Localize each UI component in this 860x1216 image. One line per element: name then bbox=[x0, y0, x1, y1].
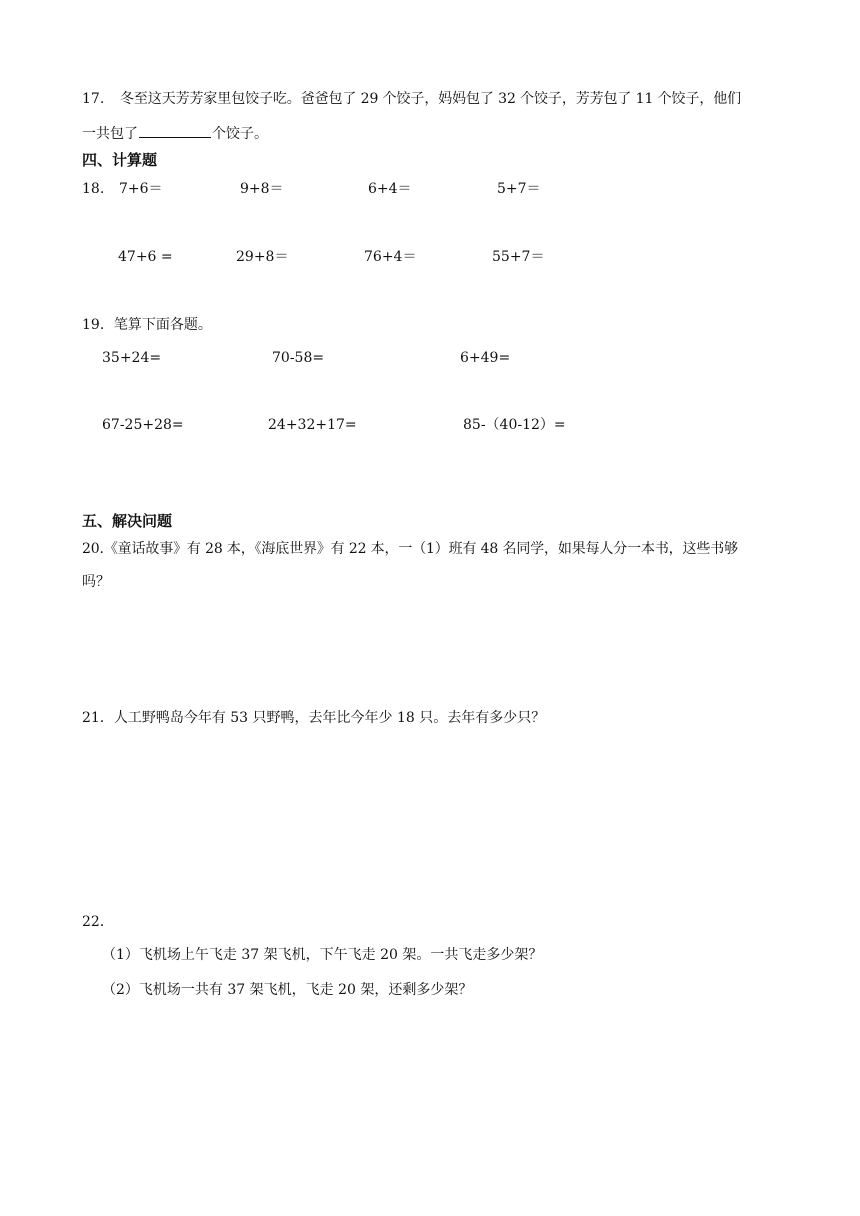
calc-item: 76+4＝ bbox=[364, 249, 417, 265]
question-17-line2 bbox=[82, 125, 268, 141]
calc-item: 29+8＝ bbox=[236, 249, 289, 265]
answer-blank[interactable] bbox=[139, 125, 211, 138]
calc-item: 6+4＝ bbox=[368, 181, 412, 197]
question-22-part2: （2）飞机场一共有 37 架飞机，飞走 20 架，还剩多少架？ bbox=[102, 982, 473, 998]
calc-item: 47+6 = bbox=[118, 249, 173, 265]
question-17-line1: 冬至这天芳芳家里包饺子吃。爸爸包了 29 个饺子，妈妈包了 32 个饺子，芳芳包了 11 个饺子，他们 bbox=[120, 91, 742, 107]
written-calc-item: 6+49= bbox=[460, 350, 511, 366]
question-22-part1: （1）飞机场上午飞走 37 架飞机，下午飞走 20 架。一共飞走多少架？ bbox=[102, 947, 543, 963]
written-calc-item: 67-25+28= bbox=[102, 417, 184, 433]
question-20-line1: 20.《童话故事》有 28 本，《海底世界》有 22 本，一（1）班有 48 名同学，如果每人分一本书，这些书够 bbox=[82, 541, 738, 557]
question-17-number: 17. bbox=[82, 91, 105, 107]
question-18-number: 18. bbox=[82, 181, 105, 197]
written-calc-item: 24+32+17= bbox=[268, 417, 357, 433]
calc-item: 9+8＝ bbox=[240, 181, 284, 197]
written-calc-item: 35+24= bbox=[102, 350, 162, 366]
section-5-heading: 五、解决问题 bbox=[82, 512, 173, 530]
written-calc-item: 85-（40-12）= bbox=[463, 417, 566, 433]
calc-item: 55+7＝ bbox=[492, 249, 545, 265]
section-4-heading: 四、计算题 bbox=[82, 151, 158, 169]
question-21: 21．人工野鸭岛今年有 53 只野鸭，去年比今年少 18 只。去年有多少只？ bbox=[82, 710, 546, 726]
question-17-line2-before: 一共包了 bbox=[82, 126, 138, 142]
written-calc-item: 70-58= bbox=[272, 350, 325, 366]
calc-item: 7+6＝ bbox=[119, 181, 163, 197]
question-19-prompt: 19．笔算下面各题。 bbox=[82, 317, 212, 333]
question-22-number: 22． bbox=[82, 914, 114, 930]
calc-item: 5+7＝ bbox=[497, 181, 541, 197]
question-20-line2: 吗？ bbox=[82, 574, 110, 590]
question-17-line2-after: 个饺子。 bbox=[212, 126, 268, 142]
